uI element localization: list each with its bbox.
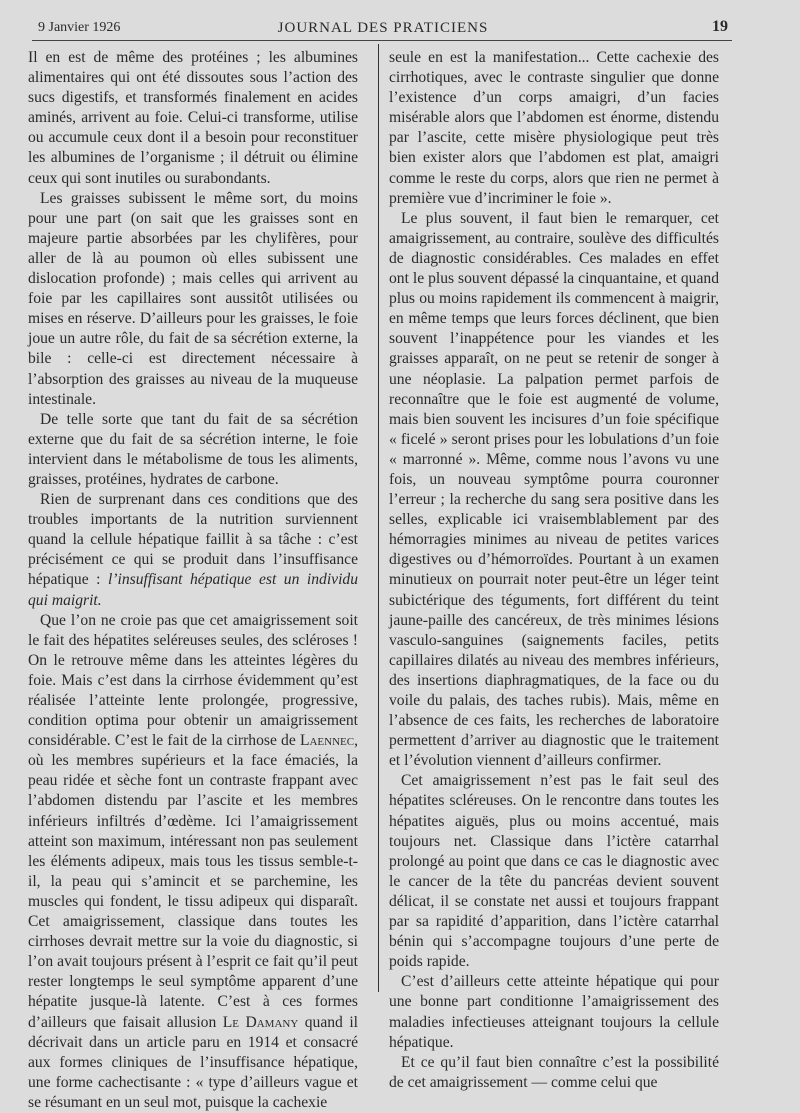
author-name: Le Damany bbox=[222, 1013, 299, 1031]
author-name: Laennec bbox=[299, 732, 355, 750]
header-rule bbox=[32, 40, 732, 41]
paragraph-text: Rien de surprenant dans ces conditions que des troubles importants de la nutrition surviennent quand la cellule hépatique faillit à sa tâche : c’est précisément ce qui se produit dans l’insuffisance hépatique : bbox=[28, 491, 358, 589]
paragraph: Les graisses subissent le même sort, du moins pour une part (on sait que les graisses sont en majeure partie absorbées par les chylifères, pour aller de là au poumon où elles subissent une dislocation profonde) ; mais celles qui arrivent au foie par les capillaires sont aussitôt utilisées ou mises en réserve. D’ailleurs pour les graisses, le foie joue un autre rôle, du fait de sa sécrétion externe, la bile : celle-ci est directement nécessaire à l’absorption des graisses au niveau de la muqueuse intestinale. bbox=[28, 189, 358, 408]
right-column bbox=[389, 48, 719, 1093]
page-number: 19 bbox=[712, 18, 728, 35]
running-header bbox=[38, 18, 728, 42]
column-divider bbox=[378, 44, 379, 992]
paragraph-text: quand il décrivait dans un article paru en 1914 et consacré aux formes cliniques de l’insuffisance hépatique, une forme cachectisante : « type d’ailleurs vague et se résumant en un seul mot, puisque la cachexie bbox=[28, 1013, 358, 1111]
paragraph-text: , où les membres supérieurs et la face émaciés, la peau ridée et sèche font un contraste frappant avec l’abdomen distendu par l’ascite et les membres inférieurs infiltrés d’œdème. Ici l’amaigrissement atteint son maximum, intéressant non pas seulement les éléments adipeux, mais tous les tissus semble-t-il, la peau qui s’amincit et se parchemine, les muscles qui fondent, le tissu adipeux qui disparaît. Cet amaigrissement, classique dans toutes les cirrhoses devrait mettre sur la voie du diagnostic, si l’on avait toujours présent à l’esprit ce fait qu’il peut rester longtemps le seul symptôme apparent d’une hépatite jusque-là latente. C’est à ces formes d’ailleurs que faisait allusion bbox=[28, 732, 358, 1031]
issue-date: 9 Janvier 1926 bbox=[38, 20, 121, 35]
paragraph: Le plus souvent, il faut bien le remarquer, cet amaigrissement, au contraire, soulève des difficultés de diagnostic considérables. Ces malades en effet ont le plus souvent dépassé la cinquantaine, et quand plus ou moins rapidement ils commencent à maigrir, en même temps que leurs forces déclinent, que bien souvent l’inappétence pour les viandes et les graisses apparaît, on ne peut se retenir de songer à une néoplasie. La palpation permet parfois de reconnaître que le foie est augmenté de volume, mais bien souvent les incisures d’un foie spécifique « ficelé » seront prises pour les lobulations d’un foie « marronné ». Même, comme nous l’avons vu une fois, un nouveau symptôme pourra couronner l’erreur ; la recherche du sang sera positive dans les selles, explicable ici vraisemblablement par des hémorragies minimes au niveau de petites varices digestives ou d’hémorroïdes. Pourtant à un examen minutieux on pourrait noter peut-être un léger teint subictérique des téguments, fort différent du teint jaune-paille des cancéreux, de très minimes lésions vasculo-sanguines (saignements faciles, petits capillaires dilatés au niveau des membres inférieurs, des insertions diaphragmatiques, de la face ou du voile du palais, des taches rubis). Mais, même en l’absence de ces faits, les recherches de laboratoire permettent d’arriver au diagnostic que le traitement et l’évolution viennent d’ailleurs confirmer. bbox=[389, 209, 719, 770]
emphasis-text: l’insuffisant hépatique est un individu qui maigrit. bbox=[28, 571, 359, 609]
paragraph-text: Que l’on ne croie pas que cet amaigrissement soit le fait des hépatites seléreuses seules, des scléroses ! On le retrouve même dans les atteintes légères du foie. Mais c’est dans la cirrhose évidemment qu’est réalisée l’atteinte lente prolongée, progressive, condition optima pour obtenir un amaigrissement considérable. C’est le fait de la cirrhose de bbox=[28, 611, 358, 750]
paragraph: Il en est de même des protéines ; les albumines alimentaires qui ont été dissoutes sous l’action des sucs digestifs, et transformés finalement en acides aminés, arrivent au foie. Celui-ci transforme, utilise ou accumule ceux dont il a besoin pour reconstituer les albumines de l’organisme ; il détruit ou élimine ceux qui sont inutiles ou surabondants. bbox=[28, 49, 358, 187]
paragraph bbox=[28, 611, 358, 1113]
paragraph bbox=[28, 490, 358, 611]
left-column bbox=[28, 48, 358, 1113]
paragraph: Et ce qu’il faut bien connaître c’est la possibilité de cet amaigrissement — comme celui que bbox=[389, 1053, 719, 1091]
journal-title: JOURNAL DES PRATICIENS bbox=[277, 20, 489, 36]
paragraph: C’est d’ailleurs cette atteinte hépatique qui pour une bonne part conditionne l’amaigrissement des maladies infectieuses atteignant toujours la cellule hépatique. bbox=[389, 973, 719, 1051]
paragraph: seule en est la manifestation... Cette cachexie des cirrhotiques, avec le contraste singulier que donne l’existence d’un corps amaigri, d’un facies misérable alors que l’abdomen est énorme, distendu par l’ascite, cette misère physiologique peut très bien exister alors que l’abdomen est plat, amaigri comme le reste du corps, alors que rien ne permet à première vue d’incriminer le foie ». bbox=[389, 49, 719, 207]
paragraph: Cet amaigrissement n’est pas le fait seul des hépatites scléreuses. On le rencontre dans toutes les hépatites aiguës, plus ou moins accentué, mais toujours net. Classique dans l’ictère catarrhal prolongé au point que dans ce cas le diagnostic avec le cancer de la tête du pancréas devient souvent délicat, il se constate net aussi et toujours frappant par sa rapidité d’apparition, dans l’ictère catarrhal bénin qui s’accompagne toujours d’une perte de poids rapide. bbox=[389, 772, 719, 971]
paragraph: De telle sorte que tant du fait de sa sécrétion externe que du fait de sa sécrétion interne, le foie intervient dans le métabolisme de tous les aliments, graisses, protéines, hydrates de carbone. bbox=[28, 410, 358, 488]
